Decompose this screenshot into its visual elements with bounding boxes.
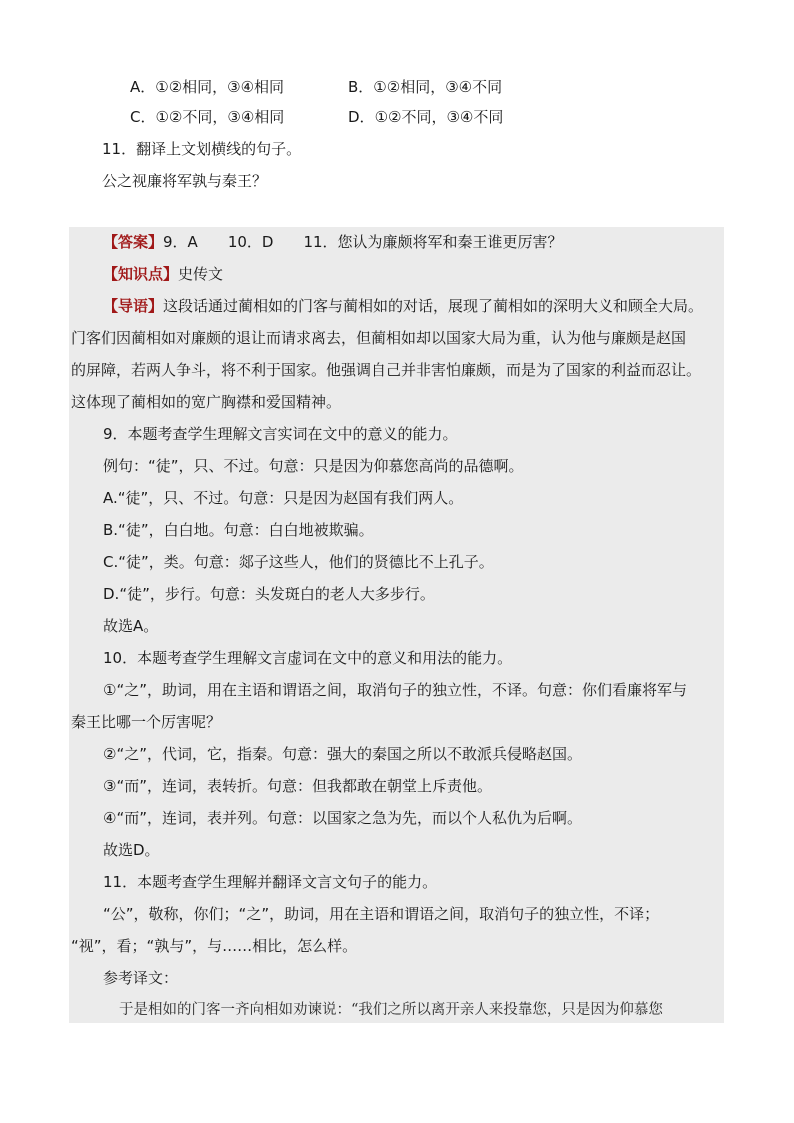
q10-line-4: ③“而”，连词，表转折。句意：但我都敢在朝堂上斥责他。 bbox=[103, 777, 492, 795]
q11-heading: 11．本题考查学生理解并翻译文言文句子的能力。 bbox=[103, 873, 438, 891]
guide-line-4: 这体现了蔺相如的宽广胸襟和爱国精神。 bbox=[71, 393, 342, 411]
q10-line-6: 故选D。 bbox=[103, 841, 160, 859]
option-d-label: D． bbox=[348, 108, 375, 126]
q9-line-3: B.“徒”，白白地。句意：白白地被欺骗。 bbox=[103, 521, 374, 539]
answer-tag: 【答案】 bbox=[103, 233, 164, 251]
q9-line-4: C.“徒”，类。句意：郯子这些人，他们的贤德比不上孔子。 bbox=[103, 553, 494, 571]
option-a-text: ①②相同，③④相同 bbox=[155, 78, 285, 96]
option-a-label: A． bbox=[130, 78, 156, 96]
q10-line-2: 秦王比哪一个厉害呢？ bbox=[71, 713, 222, 731]
q9-line-2: A.“徒”，只、不过。句意：只是因为赵国有我们两人。 bbox=[103, 489, 464, 507]
option-c bbox=[130, 107, 284, 127]
option-b-text: ①②相同，③④不同 bbox=[373, 78, 503, 96]
q9-line-5: D.“徒”，步行。句意：头发斑白的老人大多步行。 bbox=[103, 585, 435, 603]
knowledge-line bbox=[103, 263, 223, 285]
guide-text-1: 这段话通过蔺相如的门客与蔺相如的对话，展现了蔺相如的深明大义和顾全大局。 bbox=[163, 297, 704, 315]
knowledge-tag: 【知识点】 bbox=[103, 265, 179, 283]
option-a bbox=[130, 77, 284, 97]
answer-line bbox=[103, 231, 563, 253]
q11-sentence: 公之视廉将军孰与秦王？ bbox=[102, 172, 268, 190]
q11-line-1: “公”，敬称，你们；“之”，助词，用在主语和谓语之间，取消句子的独立性，不译； bbox=[103, 905, 660, 923]
q11-prompt: 11．翻译上文划横线的句子。 bbox=[102, 140, 302, 158]
option-c-text: ①②不同，③④相同 bbox=[155, 108, 285, 126]
q9-line-1: 例句：“徒”，只、不过。句意：只是因为仰慕您高尚的品德啊。 bbox=[103, 457, 524, 475]
answer-panel bbox=[69, 227, 724, 1023]
reference-label: 参考译文： bbox=[103, 969, 179, 987]
option-b bbox=[348, 77, 502, 97]
q10-line-5: ④“而”，连词，表并列。句意：以国家之急为先，而以个人私仇为后啊。 bbox=[103, 809, 582, 827]
option-d-text: ①②不同，③④不同 bbox=[374, 108, 504, 126]
guide-line-1 bbox=[103, 295, 703, 317]
answer-values: 9．A 10．D 11．您认为廉颇将军和秦王谁更厉害？ bbox=[163, 233, 563, 251]
guide-line-3: 的屏障，若两人争斗，将不利于国家。他强调自己并非害怕廉颇，而是为了国家的利益而忍让。 bbox=[71, 361, 702, 379]
q10-heading: 10．本题考查学生理解文言虚词在文中的意义和用法的能力。 bbox=[103, 649, 513, 667]
reference-text: 于是相如的门客一齐向相如劝谏说：“我们之所以离开亲人来投靠您，只是因为仰慕您 bbox=[119, 1002, 663, 1018]
q9-line-6: 故选A。 bbox=[103, 617, 159, 635]
q9-heading: 9．本题考查学生理解文言实词在文中的意义的能力。 bbox=[103, 425, 458, 443]
option-b-label: B． bbox=[348, 78, 374, 96]
q11-line-2: “视”，看；“孰与”，与……相比，怎么样。 bbox=[71, 937, 358, 955]
q10-line-1: ①“之”，助词，用在主语和谓语之间，取消句子的独立性，不译。句意：你们看廉将军与 bbox=[103, 681, 687, 699]
option-c-label: C． bbox=[130, 108, 156, 126]
knowledge-value: 史传文 bbox=[178, 265, 224, 283]
option-d bbox=[348, 107, 503, 127]
guide-line-2: 门客们因蔺相如对廉颇的退让而请求离去，但蔺相如却以国家大局为重，认为他与廉颇是赵国 bbox=[71, 329, 687, 347]
guide-tag: 【导语】 bbox=[103, 297, 164, 315]
q10-line-3: ②“之”，代词，它，指秦。句意：强大的秦国之所以不敢派兵侵略赵国。 bbox=[103, 745, 582, 763]
